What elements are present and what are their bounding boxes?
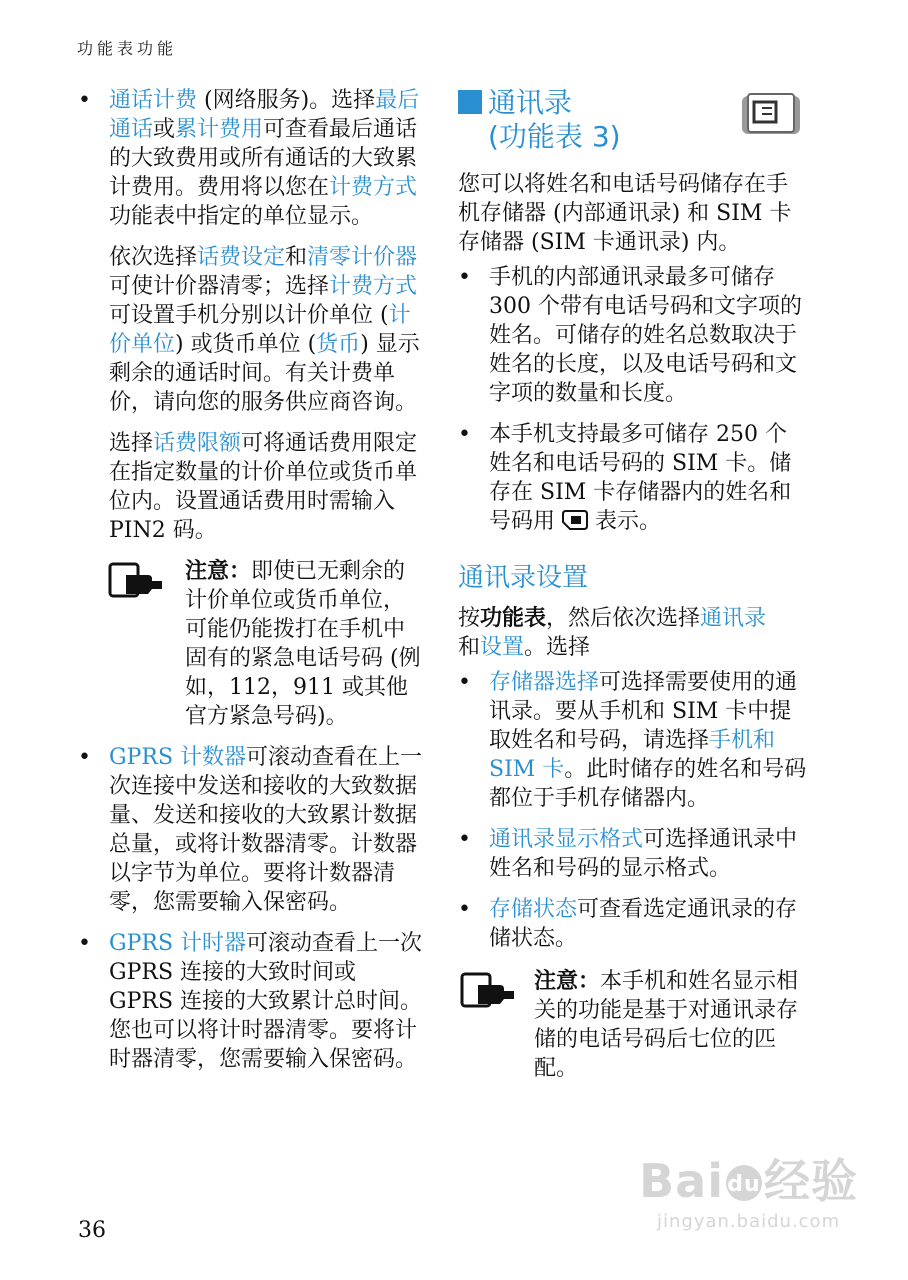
watermark-brand-cn: 经验 (764, 1154, 858, 1208)
running-header: 功能表功能 (77, 39, 178, 58)
key-term: 功能表 (480, 605, 547, 631)
paragraph-reset-counter (78, 243, 423, 417)
watermark-logo (639, 1145, 858, 1211)
text: 和 (285, 245, 308, 270)
sim-card-icon (562, 510, 588, 530)
bullet-dot: • (78, 745, 91, 770)
bullet-gprs-timer (78, 929, 423, 1074)
bullet-dot: • (78, 931, 91, 956)
text: 可使计价器清零；选择 (109, 274, 330, 299)
baidu-paw-icon (724, 1163, 764, 1203)
menu-term: GPRS 计时器 (109, 931, 247, 956)
bullet-internal-memory (458, 263, 808, 408)
text: ) 显示剩余的通话时间。有关计费单价，请向您的服务供应商咨询。 (109, 332, 420, 415)
note-text: 即使已无剩余的计价单位或货币单位，可能仍能拨打在手机中固有的紧急电话号码 (例如，112，911 或其他官方紧急号码)。 (185, 559, 421, 729)
section-title-text: 通讯录 (488, 86, 573, 119)
bullet-call-cost (78, 86, 423, 231)
text: 表示。 (588, 509, 661, 534)
menu-term: 存储状态 (489, 897, 578, 922)
menu-term: 货币 (316, 332, 361, 357)
contacts-icon (740, 92, 802, 138)
bullet-dot: • (458, 897, 471, 922)
text: 。此时储存的姓名和号码都位于手机存储器内。 (489, 757, 807, 811)
section-heading (458, 86, 808, 154)
menu-term: 计费方式 (329, 274, 418, 299)
watermark (639, 1145, 858, 1232)
note-label: 注意： (185, 558, 252, 584)
bullet-sim-memory (458, 420, 808, 536)
menu-term: 话费限额 (153, 431, 242, 456)
note-emergency (78, 557, 423, 731)
text: 和 (458, 635, 481, 660)
text: 可滚动查看上一次 GPRS 连接的大致时间或 GPRS 连接的大致累计总时间。您也可以将计时器清零。要将计时器清零，您需要输入保密码。 (109, 931, 423, 1072)
section-square-icon (458, 90, 482, 114)
left-column (78, 86, 423, 1074)
bullet-dot: • (458, 827, 471, 852)
text: 可查看选定通讯录的存储状态。 (489, 897, 798, 951)
watermark-url: jingyan.baidu.com (657, 1211, 841, 1232)
text: 可选择需要使用的通讯录。要从手机和 SIM 卡中提取姓名和号码，请选择 (489, 670, 798, 753)
text: 选择 (109, 431, 154, 456)
subsection-title: 通讯录设置 (458, 563, 589, 593)
text: 可查看最后通话的大致费用或所有通话的大致累计费用。费用将以您在 (109, 117, 418, 200)
menu-term: 通讯录显示格式 (489, 827, 644, 852)
text: ) 或货币单位 ( (175, 332, 317, 357)
note-name-matching (458, 967, 808, 1083)
menu-term: 计价单位 (109, 303, 411, 357)
note-text: 本手机和姓名显示相关的功能是基于对通讯录存储的电话号码后七位的匹配。 (534, 969, 799, 1081)
menu-term: 通话计费 (109, 88, 198, 113)
menu-term: 计费方式 (329, 175, 418, 200)
section-subtitle: (功能表 3) (488, 120, 621, 153)
page-number: 36 (78, 1218, 106, 1243)
svg-text:du: du (727, 1172, 761, 1197)
right-column (458, 86, 808, 1083)
bullet-display-format (458, 825, 808, 883)
bullet-memory-status (458, 895, 808, 953)
bullet-dot: • (78, 88, 91, 113)
watermark-brand: Bai (639, 1154, 724, 1208)
text: 可将通话费用限定在指定数量的计价单位或货币单位内。设置通话费用时需输入 PIN2 码。 (109, 431, 418, 543)
menu-term: 清零计价器 (307, 245, 418, 270)
note-label: 注意： (534, 968, 601, 994)
menu-term: GPRS 计数器 (109, 745, 247, 770)
text: 或 (153, 117, 176, 142)
text: (网络服务)。选择 (197, 88, 376, 113)
text: 本手机支持最多可储存 250 个姓名和电话号码的 SIM 卡。储存在 SIM 卡存储器内的姓名和号码用 (489, 422, 792, 534)
bullet-dot: • (458, 670, 471, 695)
intro-paragraph: 您可以将姓名和电话号码储存在手机存储器 (内部通讯录) 和 SIM 卡存储器 (SIM 卡通讯录) 内。 (458, 172, 792, 255)
menu-term: 通讯录 (700, 606, 767, 631)
paragraph-cost-limit (78, 429, 423, 545)
text: 可滚动查看在上一次连接中发送和接收的大致数据量、发送和接收的大致累计数据总量，或将计数器清零。计数器以字节为单位。要将计数器清零，您需要输入保密码。 (109, 745, 423, 915)
menu-term: 设置 (480, 635, 525, 660)
bullet-dot: • (458, 265, 471, 290)
text: 按 (458, 606, 481, 631)
bullet-dot: • (458, 422, 471, 447)
menu-term: 话费设定 (197, 245, 286, 270)
text: 。选择 (524, 635, 591, 660)
text: 依次选择 (109, 245, 198, 270)
menu-term: 累计费用 (175, 117, 264, 142)
text: 手机的内部通讯录最多可储存 300 个带有电话号码和文字项的姓名。可储存的姓名总数取决于姓名的长度，以及电话号码和文字项的数量和长度。 (489, 265, 802, 406)
note-hand-icon (460, 971, 516, 1009)
menu-term: 最后通话 (109, 88, 420, 142)
text: 可选择通讯录中姓名和号码的显示格式。 (489, 827, 798, 881)
text: 功能表中指定的单位显示。 (109, 204, 374, 229)
menu-term: 手机和 SIM 卡 (489, 728, 776, 782)
text: 可设置手机分别以计价单位 ( (109, 303, 389, 328)
menu-term: 存储器选择 (489, 670, 600, 695)
press-instruction (458, 604, 808, 662)
bullet-memory-select (458, 668, 808, 813)
bullet-gprs-counter (78, 743, 423, 917)
note-hand-icon (108, 561, 164, 599)
text: ，然后依次选择 (546, 606, 701, 631)
